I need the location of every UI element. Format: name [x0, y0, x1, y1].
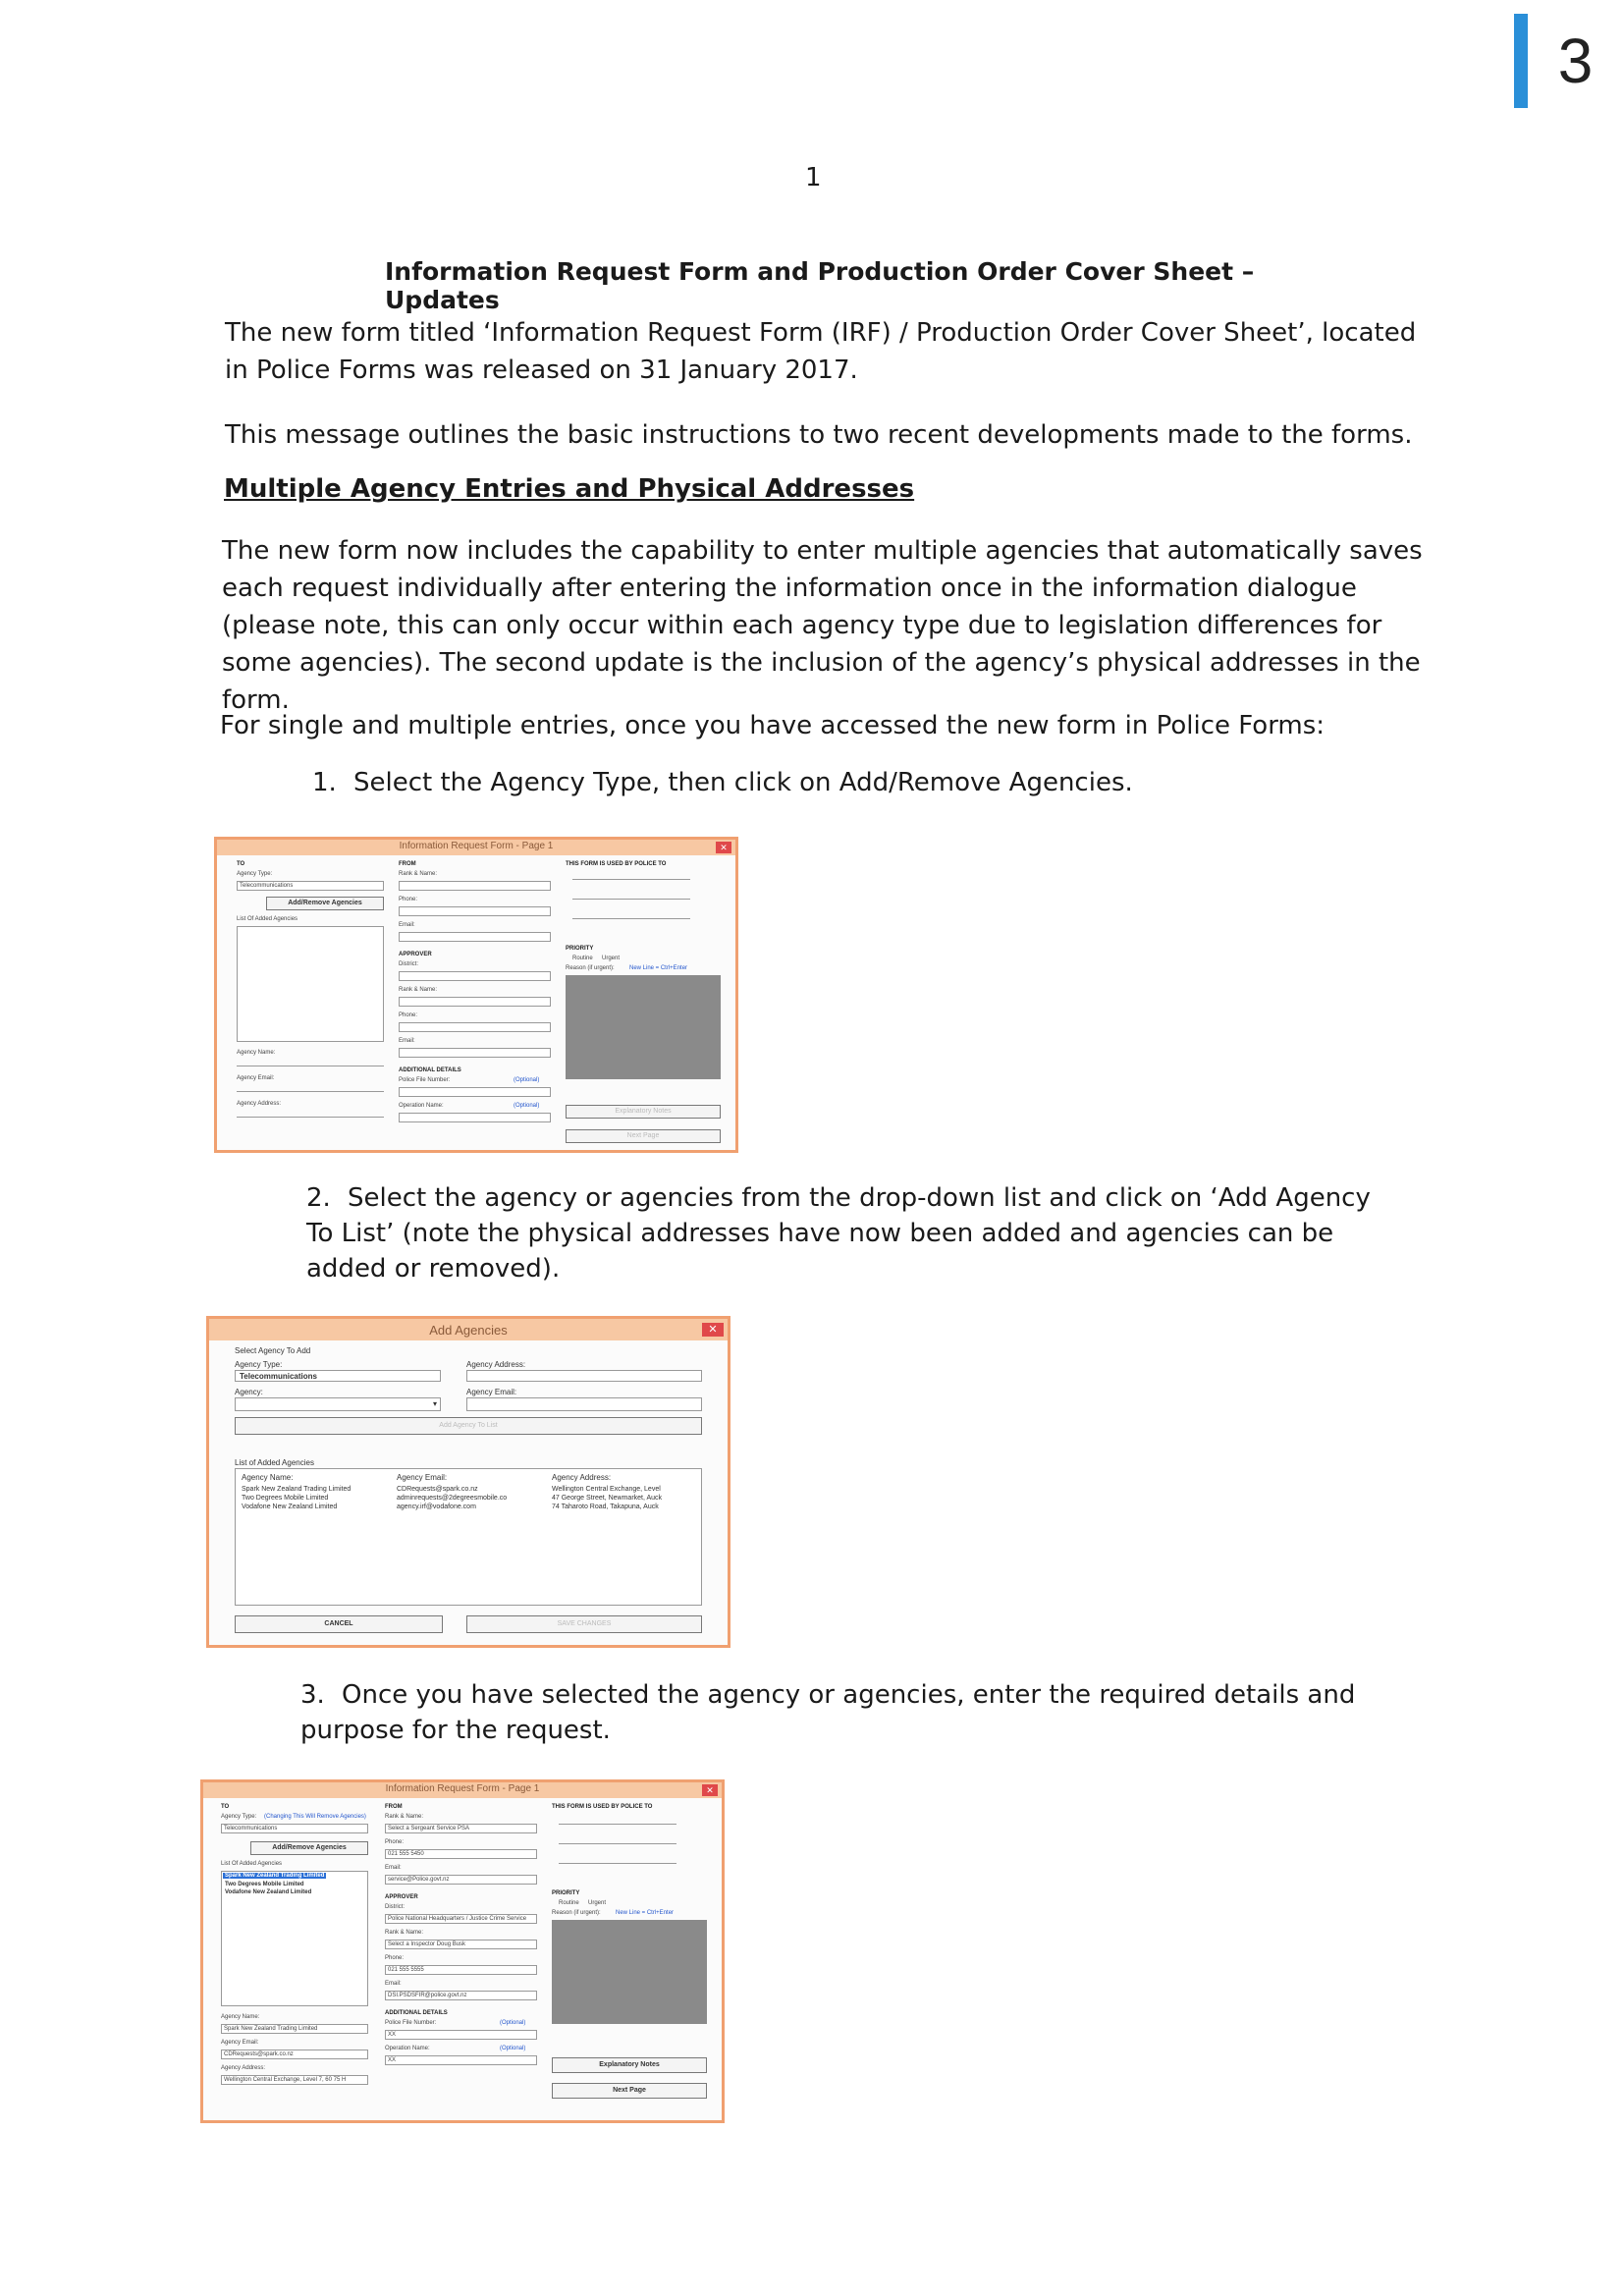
priority-urgent[interactable]: Urgent	[602, 956, 621, 961]
approver-email-field[interactable]	[385, 1991, 537, 2000]
table-row-1-address[interactable]: Wellington Central Exchange, Level	[552, 1486, 661, 1493]
from-phone-value: 021 555 5450	[388, 1851, 424, 1857]
agency-name-value: Spark New Zealand Trading Limited	[224, 2026, 318, 2032]
from-phone-field[interactable]	[399, 906, 551, 916]
from-email-label: Email:	[399, 922, 415, 928]
police-file-field[interactable]	[399, 1087, 551, 1097]
from-phone-label: Phone:	[385, 1839, 405, 1845]
approver-email-field[interactable]	[399, 1048, 551, 1058]
operation-value: XX	[388, 2057, 397, 2063]
new-line-hint: New Line = Ctrl+Enter	[629, 965, 688, 971]
column-header-name: Agency Name:	[242, 1473, 294, 1482]
agency-address-label: Agency Address:	[237, 1101, 282, 1107]
intro-paragraph-1: The new form titled ‘Information Request Form (IRF) / Production Order Cover Sheet’, located in Police Forms was released on 31 January 2017.	[225, 318, 1417, 385]
close-icon[interactable]: ✕	[702, 1323, 724, 1337]
police-file-label: Police File Number:	[385, 2020, 437, 2026]
section-paragraph-2: For single and multiple entries, once you have accessed the new form in Police Forms:	[220, 711, 1325, 740]
step-1	[312, 765, 1392, 800]
table-row-1-name[interactable]: Spark New Zealand Trading Limited	[242, 1486, 352, 1493]
step-number: 2.	[306, 1183, 331, 1213]
table-row-1-email[interactable]: CDRequests@spark.co.nz	[397, 1486, 478, 1493]
from-rank-label: Rank & Name:	[385, 1814, 424, 1820]
additional-details-heading: ADDITIONAL DETAILS	[399, 1067, 461, 1073]
agency-type-field[interactable]	[235, 1370, 441, 1382]
police-file-optional: (Optional)	[500, 2020, 526, 2026]
agency-type-label: Agency Type:	[221, 1814, 257, 1820]
from-email-value: service@Police.govt.nz	[388, 1877, 450, 1883]
reason-textarea[interactable]	[566, 975, 721, 1079]
operation-optional: (Optional)	[514, 1103, 540, 1109]
agency-type-select[interactable]	[237, 881, 384, 891]
approver-district-value: Police National Headquarters / Justice Crime Service	[388, 1916, 527, 1922]
approver-district-label: District:	[385, 1904, 405, 1910]
step-number: 1.	[312, 768, 337, 797]
agency-address-label: Agency Address:	[466, 1360, 526, 1369]
priority-routine[interactable]: Routine	[572, 956, 593, 961]
close-icon[interactable]: ✕	[702, 1784, 718, 1796]
from-email-field[interactable]	[385, 1875, 537, 1885]
from-phone-label: Phone:	[399, 897, 418, 902]
agency-email-value: CDRequests@spark.co.nz	[224, 2051, 294, 2057]
approver-heading: APPROVER	[385, 1894, 418, 1900]
approver-email-label: Email:	[399, 1038, 415, 1044]
purpose-option-1[interactable]	[572, 879, 690, 880]
section-tab-marker	[1514, 14, 1623, 108]
from-rank-label: Rank & Name:	[399, 871, 438, 877]
window-title: Add Agencies	[429, 1323, 508, 1338]
priority-routine[interactable]: Routine	[559, 1900, 579, 1906]
operation-label: Operation Name:	[385, 2046, 430, 2051]
step-number: 3.	[300, 1680, 325, 1710]
approver-district-label: District:	[399, 961, 418, 967]
add-remove-agencies-button[interactable]: Add/Remove Agencies	[250, 1841, 368, 1855]
from-email-field[interactable]	[399, 932, 551, 942]
agency-name-label: Agency Name:	[221, 2014, 260, 2020]
next-page-button[interactable]: Next Page	[566, 1129, 721, 1143]
police-file-value: XX	[388, 2032, 397, 2038]
police-file-field[interactable]	[385, 2030, 537, 2040]
window-titlebar	[203, 1782, 722, 1798]
table-row-3-address[interactable]: 74 Taharoto Road, Takapuna, Auck	[552, 1503, 659, 1510]
agency-type-select[interactable]	[221, 1824, 368, 1833]
agency-email-field[interactable]	[221, 2050, 368, 2059]
intro-paragraph-2: This message outlines the basic instructions to two recent developments made to the forms.	[225, 420, 1413, 450]
added-agencies-label: List Of Added Agencies	[237, 916, 298, 922]
from-heading: FROM	[385, 1804, 403, 1810]
approver-rank-field[interactable]	[385, 1940, 537, 1949]
approver-rank-value: Select a Inspector Doug Busk	[388, 1941, 466, 1947]
window-title: Information Request Form - Page 1	[399, 841, 554, 851]
agency-email-label: Agency Email:	[221, 2040, 259, 2046]
purpose-option-2[interactable]	[559, 1843, 676, 1844]
change-agency-type-warning: (Changing This Will Remove Agencies)	[264, 1814, 366, 1820]
window-title: Information Request Form - Page 1	[385, 1783, 540, 1794]
form-purpose-heading: THIS FORM IS USED BY POLICE TO	[566, 861, 667, 867]
screenshot-irf-page1-filled	[200, 1779, 725, 2123]
table-row-2-email[interactable]: adminrequests@2degreesmobile.co	[397, 1495, 508, 1502]
column-header-email: Agency Email:	[397, 1473, 448, 1482]
chevron-down-icon[interactable]: ▾	[432, 1399, 437, 1408]
additional-details-heading: ADDITIONAL DETAILS	[385, 2010, 448, 2016]
purpose-option-3[interactable]	[572, 918, 690, 919]
added-agencies-list[interactable]	[237, 926, 384, 1042]
added-agencies-table[interactable]	[235, 1468, 702, 1606]
explanatory-notes-button[interactable]: Explanatory Notes	[552, 2057, 707, 2073]
step-2	[306, 1180, 1396, 1286]
agency-type-value: Telecommunications	[240, 1372, 317, 1381]
add-agency-to-list-button[interactable]: Add Agency To List	[235, 1417, 702, 1435]
close-icon[interactable]: ✕	[716, 842, 731, 853]
to-heading: TO	[237, 861, 245, 867]
section-paragraph-1: The new form now includes the capability to enter multiple agencies that automatically saves each request individually after entering the information once in the information dialogue (please note, this can only occur within each agency type due to legislation differences for some agencies). The second update is the inclusion of the agency’s physical addresses in the form.	[222, 536, 1423, 715]
column-header-address: Agency Address:	[552, 1473, 612, 1482]
agency-type-value: Telecommunications	[224, 1826, 278, 1831]
table-row-2-address[interactable]: 47 George Street, Newmarket, Auck	[552, 1495, 663, 1502]
list-item-selected[interactable]: Spark New Zealand Trading Limited	[225, 1873, 325, 1879]
add-remove-agencies-button[interactable]: Add/Remove Agencies	[266, 897, 384, 910]
police-file-optional: (Optional)	[514, 1077, 540, 1083]
approver-phone-field[interactable]	[399, 1022, 551, 1032]
agency-email-field[interactable]	[237, 1091, 384, 1092]
from-heading: FROM	[399, 861, 416, 867]
approver-email-label: Email:	[385, 1981, 402, 1987]
reason-label: Reason (if urgent):	[552, 1910, 601, 1916]
agency-label: Agency:	[235, 1388, 263, 1396]
step-text: Select the Agency Type, then click on Add/Remove Agencies.	[353, 768, 1133, 797]
step-text: Once you have selected the agency or agencies, enter the required details and purpose for the request.	[300, 1680, 1356, 1745]
approver-district-select[interactable]	[385, 1914, 537, 1924]
operation-field[interactable]	[385, 2055, 537, 2065]
purpose-option-2[interactable]	[572, 899, 690, 900]
agency-email-label: Agency Email:	[237, 1075, 275, 1081]
new-line-hint: New Line = Ctrl+Enter	[616, 1910, 675, 1916]
list-item[interactable]: Vodafone New Zealand Limited	[225, 1889, 312, 1895]
from-rank-field[interactable]	[385, 1824, 537, 1833]
agency-name-field[interactable]	[221, 2024, 368, 2034]
table-row-2-name[interactable]: Two Degrees Mobile Limited	[242, 1495, 329, 1502]
next-page-button[interactable]: Next Page	[552, 2083, 707, 2099]
agency-type-value: Telecommunications	[240, 883, 294, 889]
added-agencies-label: List Of Added Agencies	[221, 1861, 283, 1867]
agency-address-value: Wellington Central Exchange, Level 7, 60 75 H	[224, 2077, 347, 2083]
from-rank-value: Select a Sergeant Service PSA	[388, 1826, 470, 1831]
approver-phone-value: 021 555 5555	[388, 1967, 424, 1973]
priority-heading: PRIORITY	[566, 946, 594, 952]
reason-textarea[interactable]	[552, 1920, 707, 2024]
table-row-3-email[interactable]: agency.irf@vodafone.com	[397, 1503, 476, 1510]
priority-urgent[interactable]: Urgent	[588, 1900, 607, 1906]
approver-phone-label: Phone:	[385, 1955, 405, 1961]
agency-type-label: Agency Type:	[237, 871, 273, 877]
select-agency-label: Select Agency To Add	[235, 1346, 311, 1355]
reason-label: Reason (if urgent):	[566, 965, 615, 971]
agency-dropdown[interactable]	[235, 1397, 441, 1411]
approver-rank-field[interactable]	[399, 997, 551, 1007]
agency-email-label: Agency Email:	[466, 1388, 517, 1396]
added-agencies-list[interactable]	[221, 1871, 368, 2006]
page-number: 1	[805, 163, 822, 192]
window-titlebar	[209, 1319, 728, 1340]
approver-email-value: DSI.PSDSFIR@police.govt.nz	[388, 1993, 467, 1998]
to-heading: TO	[221, 1804, 230, 1810]
from-phone-field[interactable]	[385, 1849, 537, 1859]
added-agencies-label: List of Added Agencies	[235, 1458, 314, 1467]
agency-address-field[interactable]	[466, 1370, 702, 1382]
purpose-option-3[interactable]	[559, 1863, 676, 1864]
list-item[interactable]: Two Degrees Mobile Limited	[225, 1882, 304, 1887]
agency-type-label: Agency Type:	[235, 1360, 283, 1369]
purpose-option-1[interactable]	[559, 1824, 676, 1825]
section-tab-number: 3	[1528, 14, 1623, 108]
approver-district-select[interactable]	[399, 971, 551, 981]
from-rank-field[interactable]	[399, 881, 551, 891]
police-file-label: Police File Number:	[399, 1077, 451, 1083]
operation-optional: (Optional)	[500, 2046, 526, 2051]
agency-address-label: Agency Address:	[221, 2065, 266, 2071]
from-email-label: Email:	[385, 1865, 402, 1871]
approver-heading: APPROVER	[399, 952, 432, 957]
window-titlebar	[217, 840, 735, 855]
operation-field[interactable]	[399, 1113, 551, 1122]
form-purpose-heading: THIS FORM IS USED BY POLICE TO	[552, 1804, 653, 1810]
step-3	[300, 1677, 1400, 1748]
section-heading: Multiple Agency Entries and Physical Addresses	[224, 474, 915, 504]
operation-label: Operation Name:	[399, 1103, 444, 1109]
document-title: Information Request Form and Production Order Cover Sheet – Updates	[385, 257, 1255, 314]
table-row-3-name[interactable]: Vodafone New Zealand Limited	[242, 1503, 338, 1510]
cancel-button[interactable]: CANCEL	[235, 1615, 443, 1633]
priority-heading: PRIORITY	[552, 1890, 580, 1896]
approver-phone-field[interactable]	[385, 1965, 537, 1975]
agency-name-label: Agency Name:	[237, 1050, 276, 1056]
screenshot-add-agencies	[206, 1316, 730, 1648]
approver-phone-label: Phone:	[399, 1012, 418, 1018]
save-changes-button[interactable]: SAVE CHANGES	[466, 1615, 702, 1633]
agency-address-field[interactable]	[237, 1117, 384, 1118]
explanatory-notes-button[interactable]: Explanatory Notes	[566, 1105, 721, 1119]
screenshot-irf-page1-initial	[214, 837, 738, 1153]
agency-email-field[interactable]	[466, 1397, 702, 1411]
approver-rank-label: Rank & Name:	[385, 1930, 424, 1936]
approver-rank-label: Rank & Name:	[399, 987, 438, 993]
step-text: Select the agency or agencies from the drop-down list and click on ‘Add Agency To List’ (note the physical addresses have now been added and agencies can be added or removed).	[306, 1183, 1371, 1284]
agency-address-field[interactable]	[221, 2075, 368, 2085]
